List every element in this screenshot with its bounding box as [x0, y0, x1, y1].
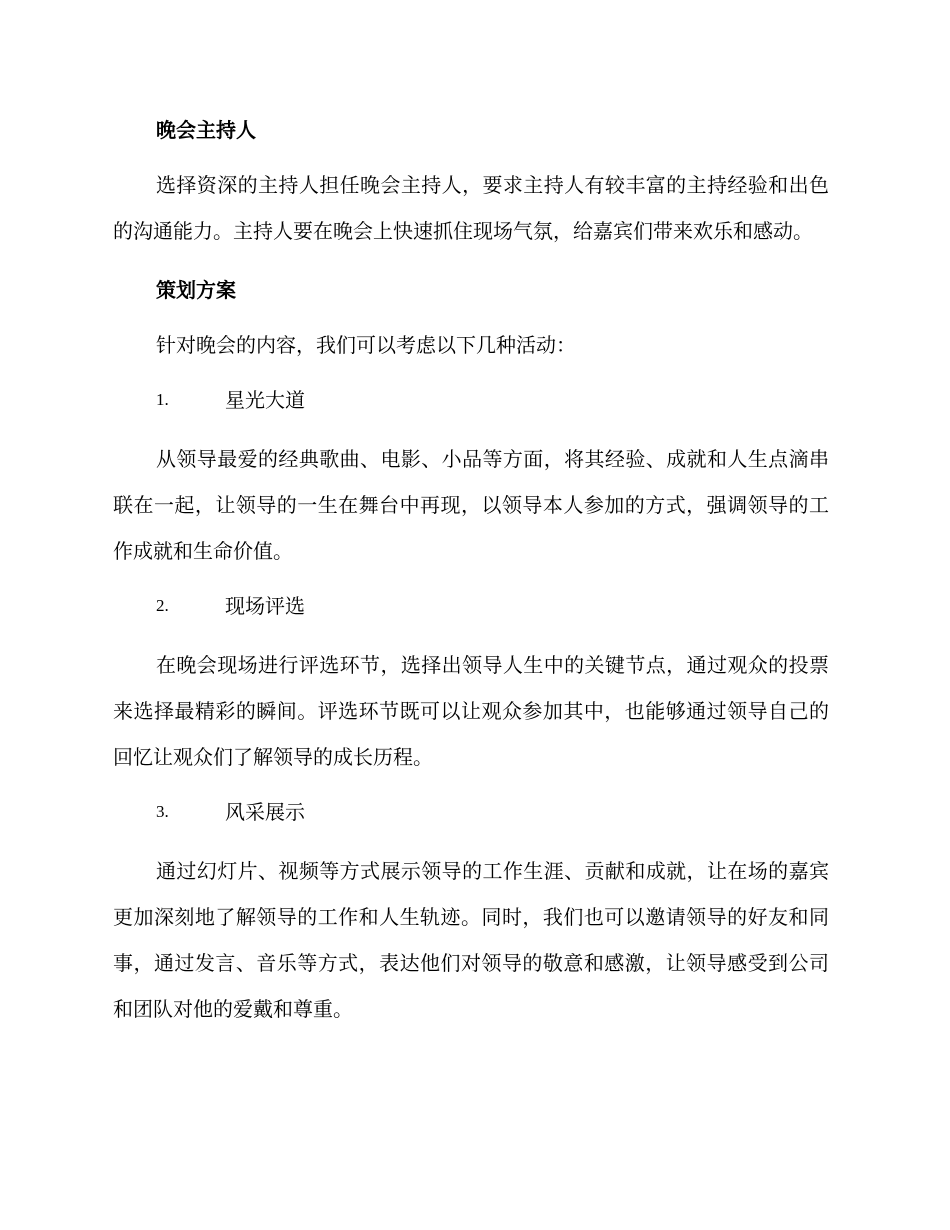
plan-intro-paragraph: 针对晚会的内容，我们可以考虑以下几种活动：	[156, 333, 576, 357]
list-number: 2.	[156, 596, 169, 615]
activity-title: 星光大道	[225, 388, 305, 412]
section-heading-host: 晚会主持人	[156, 118, 256, 142]
activity-description: 从领导最爱的经典歌曲、电影、小品等方面，将其经验、成就和人生点滴串联在一起，让领导的一生在舞台中再现，以领导本人参加的方式，强调领导的工作成就和生命价值。	[113, 447, 829, 563]
document-body	[113, 110, 829, 1032]
activity-item-1	[113, 380, 829, 420]
activity-title: 现场评选	[225, 594, 305, 618]
activity-description: 通过幻灯片、视频等方式展示领导的工作生涯、贡献和成就，让在场的嘉宾更加深刻地了解领导的工作和人生轨迹。同时，我们也可以邀请领导的好友和同事，通过发言、音乐等方式，表达他们对领导的敬意和感激，让领导感受到公司和团队对他的爱戴和尊重。	[113, 859, 829, 1021]
activity-description: 在晚会现场进行评选环节，选择出领导人生中的关键节点，通过观众的投票来选择最精彩的瞬间。评选环节既可以让观众参加其中，也能够通过领导自己的回忆让观众们了解领导的成长历程。	[113, 653, 829, 769]
activity-title: 风采展示	[225, 800, 305, 824]
activity-item-2	[113, 586, 829, 626]
section-heading-plan: 策划方案	[156, 278, 236, 302]
list-number: 1.	[156, 390, 169, 409]
list-number: 3.	[156, 802, 169, 821]
host-paragraph: 选择资深的主持人担任晚会主持人，要求主持人有较丰富的主持经验和出色的沟通能力。主持人要在晚会上快速抓住现场气氛，给嘉宾们带来欢乐和感动。	[113, 173, 829, 243]
activity-item-3	[113, 792, 829, 832]
